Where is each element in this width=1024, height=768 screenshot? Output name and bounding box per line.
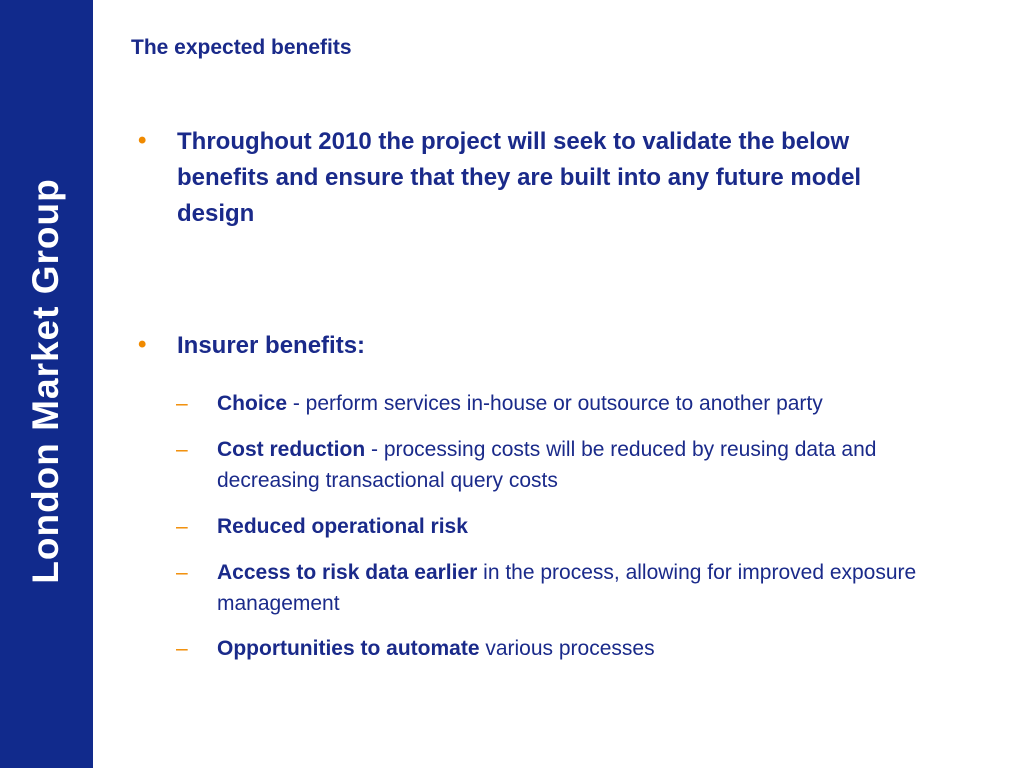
list-item-heading: Cost reduction — [217, 438, 366, 461]
dash-marker: – — [176, 438, 188, 461]
list-item-heading: Reduced operational risk — [217, 515, 468, 538]
list-item-text — [217, 511, 977, 542]
list-item-detail: in the process, allowing for improved exposure management — [217, 561, 917, 615]
bullet-marker: • — [138, 331, 147, 358]
list-item-text — [217, 388, 977, 419]
list-item-text — [217, 557, 977, 619]
sidebar-label: London Market Group — [25, 178, 66, 584]
dash-marker: – — [176, 392, 188, 415]
bullet-text-insurer-benefits: Insurer benefits: — [177, 332, 366, 359]
list-item-heading: Choice — [217, 392, 288, 415]
list-item-detail: various processes — [479, 637, 655, 660]
dash-marker: – — [176, 637, 188, 660]
sidebar — [0, 0, 93, 768]
list-item-text — [217, 633, 977, 664]
slide-title: The expected benefits — [131, 36, 352, 59]
bullet-text-intro: Throughout 2010 the project will seek to validate the below benefits and ensure that they are built into any future model design — [177, 128, 862, 227]
list-item-detail: - perform services in-house or outsource to another party — [287, 392, 823, 415]
bullet-marker: • — [138, 127, 147, 154]
dash-marker: – — [176, 515, 188, 538]
dash-marker: – — [176, 561, 188, 584]
list-item-heading: Access to risk data earlier — [217, 561, 478, 584]
list-item-detail: - processing costs will be reduced by reusing data and decreasing transactional query costs — [217, 438, 877, 492]
list-item-text — [217, 434, 977, 496]
list-item-heading: Opportunities to automate — [217, 637, 480, 660]
